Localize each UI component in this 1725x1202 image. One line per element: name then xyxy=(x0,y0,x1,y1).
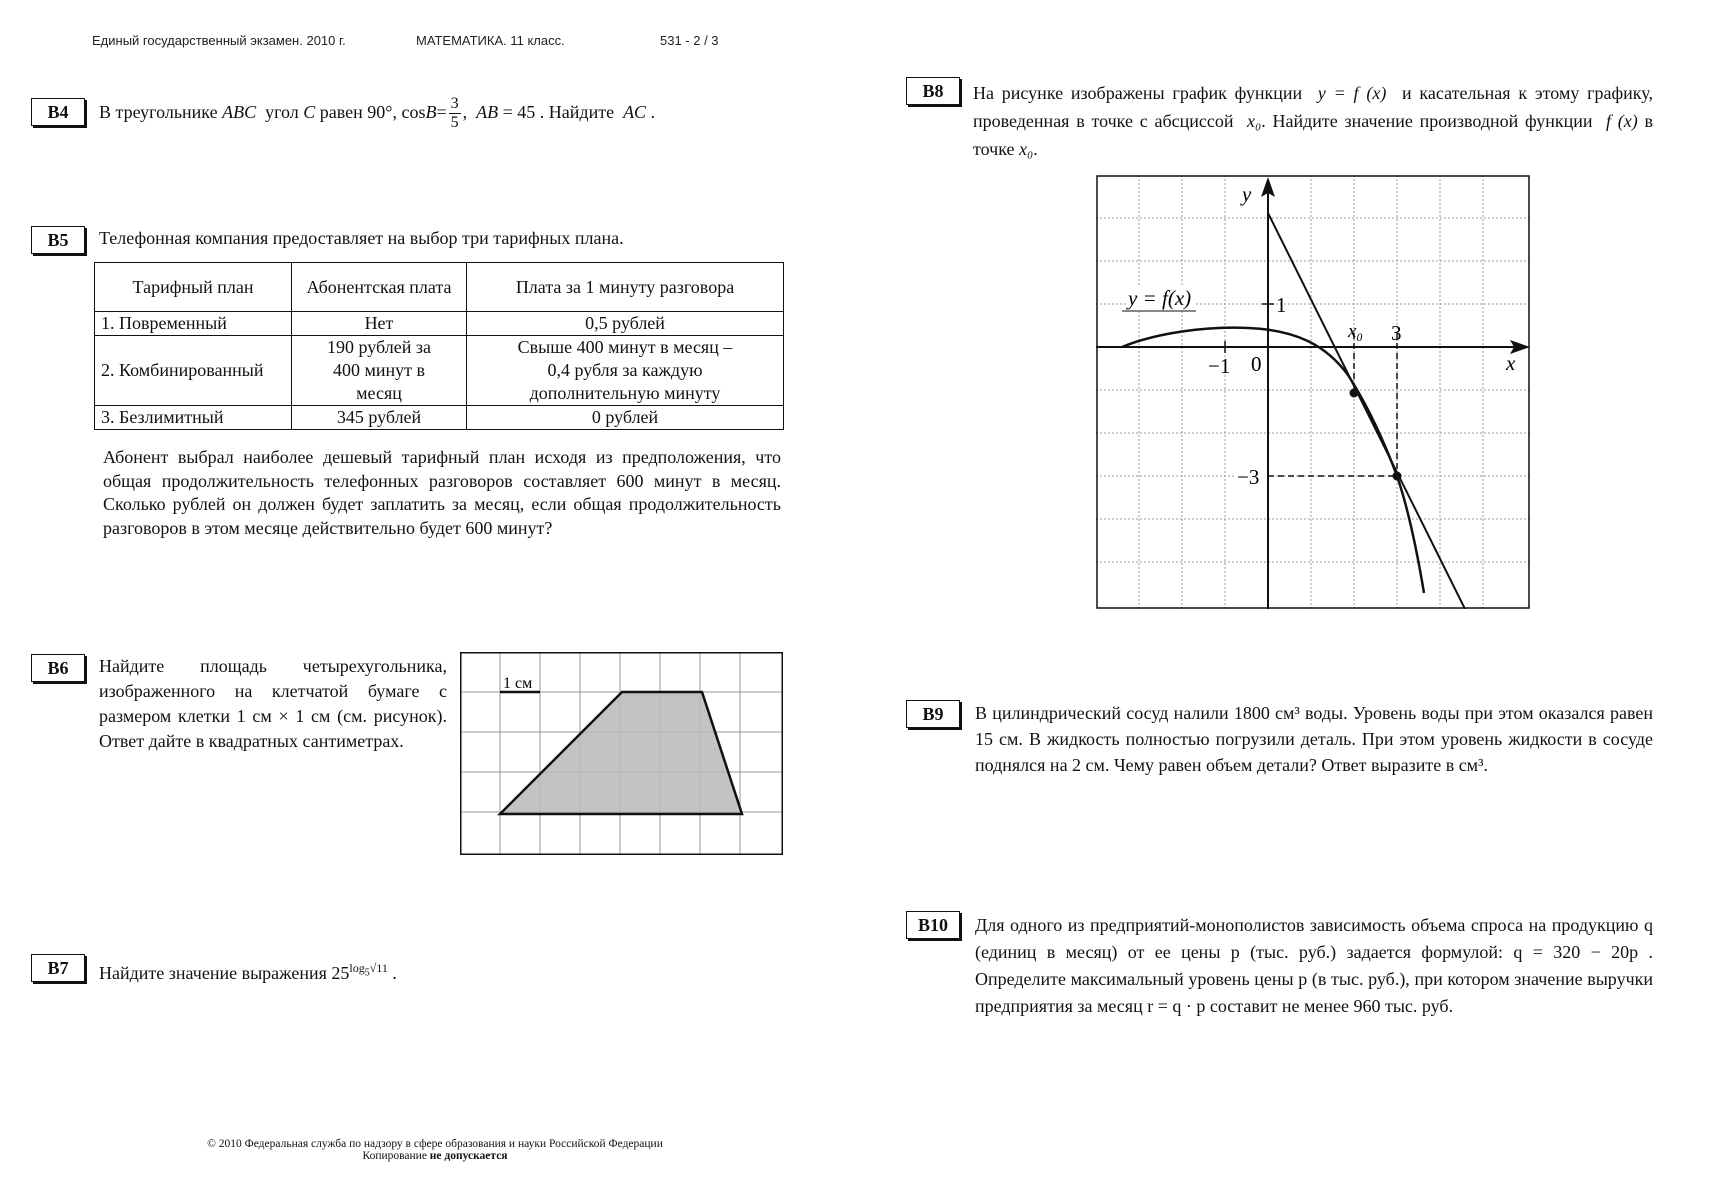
b7-root: √11 xyxy=(369,961,388,975)
b4-ac: AC xyxy=(623,102,647,122)
table-header-row xyxy=(95,263,784,312)
b4-ab: AB xyxy=(476,102,499,122)
tick-label-x0: x₀ xyxy=(1348,321,1364,342)
tick-label-0: 0 xyxy=(1251,352,1262,376)
b4-fraction xyxy=(449,95,461,132)
b6-label: B6 xyxy=(31,654,85,682)
scale-label: 1 см xyxy=(503,675,533,692)
table-cell: Нет xyxy=(292,312,467,336)
table-row xyxy=(95,336,784,406)
table-cell: 3. Безлимитный xyxy=(95,406,292,430)
b8-text3: . Найдите значение производной функции xyxy=(1261,111,1593,131)
b5-label: B5 xyxy=(31,226,85,254)
tick-label-3: 3 xyxy=(1391,321,1402,345)
table-header-cell: Абонентская плата xyxy=(292,263,467,312)
b4-c: C xyxy=(303,102,316,122)
b6-text: Найдите площадь четырехугольника, изображенного на клетчатой бумаге с размером клетки 1 см × 1 см (см. рисунок). Ответ дайте в квадратных сантиметрах. xyxy=(99,656,447,751)
b8-text2: и касательная к этому графику, проведенная в точке с абсциссой xyxy=(973,83,1653,131)
footer xyxy=(150,1138,720,1162)
b4-t5: . xyxy=(650,102,656,122)
table-cell: 345 рублей xyxy=(292,406,467,430)
header-subject: МАТЕМАТИКА. 11 класс. xyxy=(416,33,565,48)
footer-copy-notice xyxy=(150,1150,720,1162)
b6-figure xyxy=(460,652,783,855)
table-cell: 190 рублей за 400 минут в месяц xyxy=(292,336,467,406)
table-cell: Свыше 400 минут в месяц – 0,4 рубля за каждую дополнительную минуту xyxy=(467,336,784,406)
b4-num: 3 xyxy=(450,95,459,113)
table-header-cell: Плата за 1 минуту разговора xyxy=(467,263,784,312)
tick-label-1: 1 xyxy=(1276,293,1287,317)
b8-text xyxy=(973,79,1653,163)
b8-x0: x₀ xyxy=(1247,111,1262,131)
b9-label: B9 xyxy=(906,700,960,728)
b4-abc: ABC xyxy=(222,102,257,122)
b8-text5: . xyxy=(1033,139,1038,159)
b7-exp-base: 5 xyxy=(364,967,370,979)
quadrilateral-shape xyxy=(500,692,742,814)
b4-label: B4 xyxy=(31,98,85,126)
table-cell: 0,5 рублей xyxy=(467,312,784,336)
b4-t4: = 45 . Найдите xyxy=(502,102,615,122)
function-curve xyxy=(1122,328,1424,593)
b7-exp: log xyxy=(349,961,365,975)
footer-copy-a: Копирование xyxy=(362,1150,427,1162)
table-row xyxy=(95,312,784,336)
b8-fx2: f (x) xyxy=(1606,111,1638,131)
b8-text4: в точке xyxy=(973,111,1654,159)
b10-text: Для одного из предприятий-монополистов зависимость объема спроса на продукцию q (единиц в месяц) от ее цены p (тыс. руб.) задается формулой: q = 320 − 20p . Определите максимальный уровень цены p (в тыс. руб.), при котором значение выручки предприятия за месяц r = q · p составит не менее 960 тыс. руб. xyxy=(975,915,1653,1016)
b4-eq: = xyxy=(436,102,447,122)
b7-base: 25 xyxy=(331,963,350,983)
tick-label-minus-3: −3 xyxy=(1237,465,1260,489)
header-exam: Единый государственный экзамен. 2010 г. xyxy=(92,33,346,48)
b8-fx: y = f (x) xyxy=(1317,83,1387,103)
b7-text xyxy=(99,956,397,985)
b4-t3: равен 90°, xyxy=(319,102,397,122)
b7-prompt: Найдите значение выражения xyxy=(99,963,327,983)
footer-copyright: © 2010 Федеральная служба по надзору в сфере образования и науки Российской Федерации xyxy=(207,1138,663,1150)
b4-t1: В треугольнике xyxy=(99,102,218,122)
b7-label: B7 xyxy=(31,954,85,982)
b9-text: В цилиндрический сосуд налили 1800 см³ воды. Уровень воды при этом оказался равен 15 см. В жидкость полностью погрузили деталь. При этом уровень жидкости в сосуде поднялся на 2 см. Чему равен объем детали? Ответ выразите в см³. xyxy=(975,703,1653,775)
tariff-table xyxy=(94,262,784,430)
table-header-cell: Тарифный план xyxy=(95,263,292,312)
table-cell: 2. Комбинированный xyxy=(95,336,292,406)
b8-graph xyxy=(1096,175,1536,611)
table-row xyxy=(95,406,784,430)
point-3 xyxy=(1393,472,1402,481)
b4-cos: cos xyxy=(401,102,426,122)
function-label: y = f(x) xyxy=(1128,286,1192,310)
b4-t2: угол xyxy=(265,102,299,122)
tangent-line xyxy=(1268,213,1465,609)
b7-end: . xyxy=(392,963,397,983)
x-axis-label: x xyxy=(1506,351,1516,375)
table-cell: 0 рублей xyxy=(467,406,784,430)
b4-b: B xyxy=(425,102,437,122)
tangent-point xyxy=(1350,389,1359,398)
tick-label-minus-1: −1 xyxy=(1208,354,1231,378)
footer-copy-b: не допускается xyxy=(429,1150,508,1162)
b10-label: B10 xyxy=(906,911,960,939)
b5-question: Абонент выбрал наиболее дешевый тарифный план исходя из предположения, что общая продолжительность телефонных разговоров составляет 600 минут в месяц. Сколько рублей он должен будет заплатить за месяц, если общая продолжительность разговоров в этом месяце действительно будет 600 минут? xyxy=(103,447,781,538)
b8-x0b: x₀ xyxy=(1019,139,1034,159)
b5-intro: Телефонная компания предоставляет на выбор три тарифных плана. xyxy=(99,228,624,248)
y-axis-label: y xyxy=(1242,182,1252,206)
table-cell: 1. Повременный xyxy=(95,312,292,336)
header-page: 531 - 2 / 3 xyxy=(660,33,719,48)
b8-label: B8 xyxy=(906,77,960,105)
b4-text: В треугольнике ABC угол C равен 90°, cosB= $\frac{3}{5}$ , AB = 45 . Найдите AC . xyxy=(99,95,656,132)
b4-den: 5 xyxy=(450,114,459,132)
b8-text1: На рисунке изображены график функции xyxy=(973,83,1303,103)
